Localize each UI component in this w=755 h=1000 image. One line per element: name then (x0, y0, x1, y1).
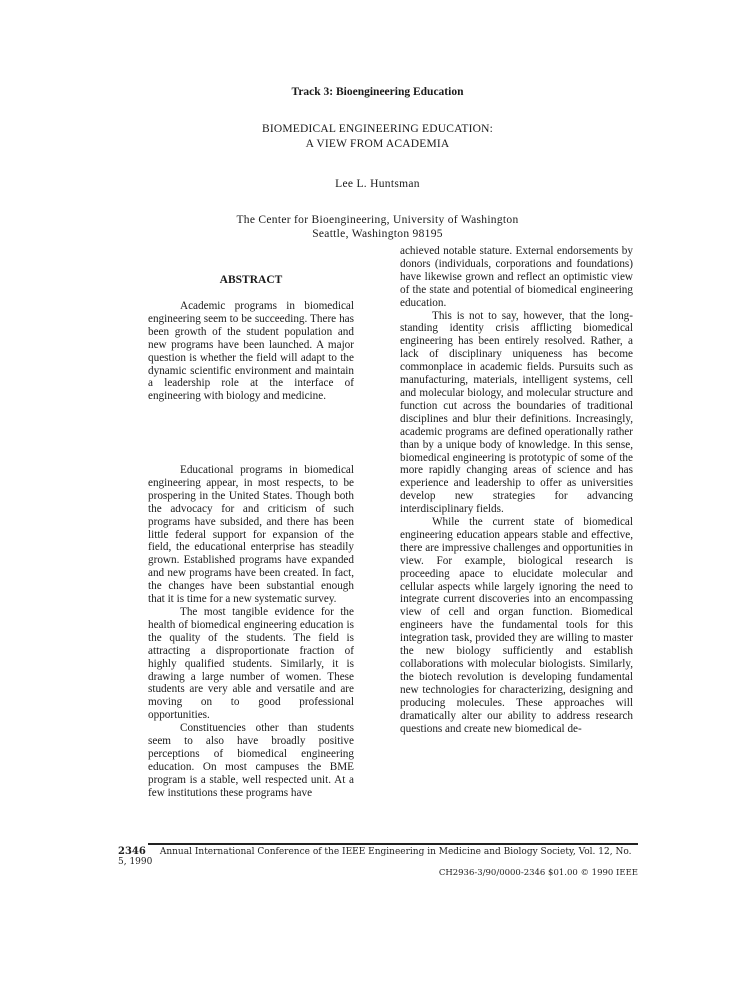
body-paragraph: The most tangible evidence for the health of biomedical engineering education is the quality of the students. The field is attracting a disproportionate fraction of highly qualified students. Similarly, it is drawing a large number of women. These students are very able and versatile and are moving on to good professional opportunities. (148, 605, 354, 722)
body-paragraph: While the current state of biomedical engineering education appears stable and effective, there are impressive challenges and opportunities in view. For example, biological research is proceeding apace to elucidate molecular and cellular aspects while largely ignoring the need to integrate current discoveries into an encompassing view of cell and organ function. Biomedical engineers have the fundamental tools for this integration task, provided they are willing to master the new biology sufficiently and establish collaborations with molecular biologists. Similarly, the biotech revolution is developing fundamental new technologies for characterizing, designing and producing molecules. These approaches will dramatically alter our ability to address research questions and create new biomedical de- (400, 516, 633, 735)
footer-line-1 (118, 846, 638, 867)
affiliation-line-2: Seattle, Washington 98195 (312, 228, 443, 240)
copyright-code: CH2936-3/90/0000-2346 $01.00 © 1990 IEEE (438, 868, 638, 878)
body-paragraph: achieved notable stature. External endorsements by donors (individuals, corporations and foundations) have likewise grown and reflect an optimistic view of the state and potential of biomedical engineering education. (400, 245, 633, 309)
affiliation-line-1: The Center for Bioengineering, University of Washington (236, 214, 519, 226)
footer-rule (148, 843, 638, 845)
abstract-heading: ABSTRACT (219, 274, 283, 286)
title-line-2: A VIEW FROM ACADEMIA (305, 138, 450, 150)
body-paragraph: Constituencies other than students seem to also have broadly positive perceptions of biomedical engineering education. On most campuses the BME program is a stable, well respected unit. At a few institutions these programs have (148, 722, 354, 799)
journal-citation: Annual International Conference of the IEEE Engineering in Medicine and Biology Society, Vol. 12, No. 5, 1990 (118, 847, 632, 867)
left-column (148, 464, 354, 800)
page-number: 2346 (118, 846, 146, 857)
body-paragraph: This is not to say, however, that the long-standing identity crisis afflicting biomedical engineering has been entirely resolved. Rather, a lack of disciplinary uniqueness has become commonplace in academic fields. Pursuits such as manufacturing, materials, intelligent systems, cell and molecular biology, and molecular structure and function cut across the boundaries of traditional disciplines and blur their definitions. Increasingly, academic programs are defined operationally rather than by a unique body of knowledge. In this sense, biomedical engineering is prototypic of some of the more rapidly changing areas of science and has experience and leadership to offer as universities develop new strategies for advancing interdisciplinary fields. (400, 309, 633, 516)
title-line-1: BIOMEDICAL ENGINEERING EDUCATION: (261, 123, 494, 135)
abstract-paragraph: Academic programs in biomedical engineering seem to be succeeding. There has been growth of the student population and new programs have been launched. A major question is whether the field will adapt to the dynamic scientific environment and maintain a leadership role at the interface of engineering with biology and medicine. (148, 300, 354, 403)
track-heading: Track 3: Bioengineering Education (291, 86, 464, 98)
paper-title (0, 122, 755, 152)
author: Lee L. Huntsman (335, 178, 420, 190)
abstract-text (148, 300, 354, 403)
right-column (400, 245, 633, 735)
body-paragraph: Educational programs in biomedical engineering appear, in most respects, to be prospering in the United States. Though both the advocacy for and criticism of such programs have subsided, and there has been little federal support for expansion of the field, the educational enterprise has steadily grown. Established programs have expanded and new programs have been created. In fact, the changes have been substantial enough that it is time for a new systematic survey. (148, 464, 354, 606)
affiliation (0, 213, 755, 241)
footer (118, 846, 638, 878)
